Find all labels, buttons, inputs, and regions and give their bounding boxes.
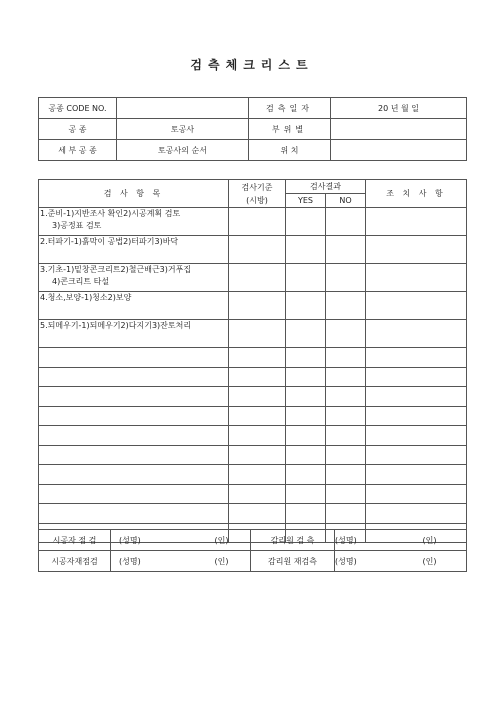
contractor-seal-field[interactable]: (인) [215,530,251,551]
yes-cell[interactable] [286,406,326,426]
no-cell[interactable] [326,387,366,407]
item-cell [39,236,229,264]
field-location[interactable] [331,140,467,161]
criteria-cell[interactable] [229,504,286,524]
action-cell[interactable] [366,406,467,426]
contractor-name-field[interactable]: (성명) [111,530,215,551]
label-location: 위 치 [249,140,331,161]
no-cell[interactable] [326,236,366,264]
supervisor-reinspect-name-field[interactable]: (성명) [335,551,423,572]
label-code-no: 공종 CODE NO. [39,98,117,119]
field-detail-work[interactable]: 토공사의 순서 [117,140,249,161]
field-inspection-date[interactable]: 20 년 월 일 [331,98,467,119]
no-cell[interactable] [326,367,366,387]
action-cell[interactable] [366,504,467,524]
yes-cell[interactable] [286,504,326,524]
criteria-cell[interactable] [229,367,286,387]
col-header-no: NO [326,194,366,208]
no-cell[interactable] [326,292,366,320]
item-cell[interactable] [39,465,229,485]
label-inspection-date: 검측일자 [249,98,331,119]
field-part[interactable] [331,119,467,140]
item-line-sub: 3)공정표 검토 [52,221,102,230]
field-work-type[interactable]: 토공사 [117,119,249,140]
item-line: 2.터파기-1)흙막이 공법2)터파기3)바닥 [40,237,179,246]
table-row-empty [39,504,467,524]
yes-cell[interactable] [286,320,326,348]
signature-table [38,529,467,572]
label-contractor-material-check: 시공자재점검 [39,551,111,572]
no-cell[interactable] [326,484,366,504]
header-row-detail [39,140,467,161]
contractor-material-name-field[interactable]: (성명) [111,551,215,572]
yes-cell[interactable] [286,367,326,387]
header-row-work-type [39,119,467,140]
item-cell[interactable] [39,445,229,465]
table-row-empty [39,445,467,465]
table-row [39,292,467,320]
yes-cell[interactable] [286,348,326,368]
table-row-empty [39,426,467,446]
field-code-no[interactable] [117,98,249,119]
no-cell[interactable] [326,406,366,426]
action-cell[interactable] [366,208,467,236]
table-row-empty [39,465,467,485]
table-row-empty [39,348,467,368]
item-line: 1.준비-1)지반조사 확인2)시공계획 검토 [40,209,181,218]
col-header-yes: YES [286,194,326,208]
action-cell[interactable] [366,264,467,292]
no-cell[interactable] [326,264,366,292]
criteria-cell[interactable] [229,387,286,407]
item-cell[interactable] [39,387,229,407]
criteria-cell[interactable] [229,264,286,292]
label-detail-work: 세 부 공 종 [39,140,117,161]
action-cell[interactable] [366,292,467,320]
criteria-cell[interactable] [229,484,286,504]
item-cell [39,320,229,348]
item-cell[interactable] [39,426,229,446]
table-row-empty [39,406,467,426]
criteria-cell[interactable] [229,465,286,485]
item-cell [39,264,229,292]
action-cell[interactable] [366,465,467,485]
no-cell[interactable] [326,348,366,368]
contractor-material-seal-field[interactable]: (인) [215,551,251,572]
criteria-cell[interactable] [229,292,286,320]
action-cell[interactable] [366,484,467,504]
col-header-result: 검사결과 [286,180,366,194]
yes-cell[interactable] [286,426,326,446]
yes-cell[interactable] [286,465,326,485]
label-supervisor-reinspect: 감리원 재검측 [251,551,335,572]
no-cell[interactable] [326,504,366,524]
criteria-cell[interactable] [229,348,286,368]
signature-row [39,551,467,572]
item-line: 4.청소,보양-1)청소2)보양 [40,293,132,302]
table-row-empty [39,387,467,407]
item-line: 5.되메우기-1)되메우기2)다지기3)잔토처리 [40,321,192,330]
item-cell[interactable] [39,367,229,387]
yes-cell[interactable] [286,208,326,236]
item-cell[interactable] [39,348,229,368]
criteria-cell[interactable] [229,320,286,348]
no-cell[interactable] [326,426,366,446]
item-cell[interactable] [39,406,229,426]
yes-cell[interactable] [286,445,326,465]
supervisor-reinspect-seal-field[interactable]: (인) [423,551,467,572]
page-title: 검측체크리스트 [190,58,314,72]
action-cell[interactable] [366,348,467,368]
no-cell[interactable] [326,465,366,485]
label-work-type: 공 종 [39,119,117,140]
item-cell [39,208,229,236]
label-contractor-check: 시공자 점 검 [39,530,111,551]
criteria-cell[interactable] [229,406,286,426]
col-header-criteria [229,180,286,208]
supervisor-seal-field[interactable]: (인) [423,530,467,551]
criteria-cell[interactable] [229,236,286,264]
col-header-criteria-sub: (시방) [246,195,268,205]
no-cell[interactable] [326,320,366,348]
yes-cell[interactable] [286,484,326,504]
item-line-sub: 4)콘크리트 타설 [52,277,110,286]
action-cell[interactable] [366,236,467,264]
criteria-cell[interactable] [229,426,286,446]
table-row [39,236,467,264]
col-header-item: 검 사 항 목 [39,180,229,208]
label-part: 부위별 [249,119,331,140]
action-cell[interactable] [366,426,467,446]
item-cell [39,292,229,320]
action-cell[interactable] [366,387,467,407]
item-cell[interactable] [39,484,229,504]
table-row-empty [39,484,467,504]
yes-cell[interactable] [286,264,326,292]
yes-cell[interactable] [286,292,326,320]
col-header-criteria-label: 검사기준 [241,182,273,192]
table-header-row [39,180,467,194]
criteria-cell[interactable] [229,208,286,236]
table-row [39,320,467,348]
action-cell[interactable] [366,367,467,387]
supervisor-name-field[interactable]: (성명) [335,530,423,551]
item-line: 3.기초-1)밑창콘크리트2)철근배근3)거푸집 [40,265,192,274]
label-supervisor-inspect: 감리원 검 측 [251,530,335,551]
table-row [39,208,467,236]
signature-row [39,530,467,551]
table-row-empty [39,367,467,387]
action-cell[interactable] [366,445,467,465]
inspection-table [38,179,467,543]
item-cell[interactable] [39,504,229,524]
col-header-action: 조 치 사 항 [366,180,467,208]
table-row [39,264,467,292]
no-cell[interactable] [326,445,366,465]
no-cell[interactable] [326,208,366,236]
criteria-cell[interactable] [229,445,286,465]
action-cell[interactable] [366,320,467,348]
yes-cell[interactable] [286,236,326,264]
header-table [38,97,467,161]
header-row-code [39,98,467,119]
yes-cell[interactable] [286,387,326,407]
